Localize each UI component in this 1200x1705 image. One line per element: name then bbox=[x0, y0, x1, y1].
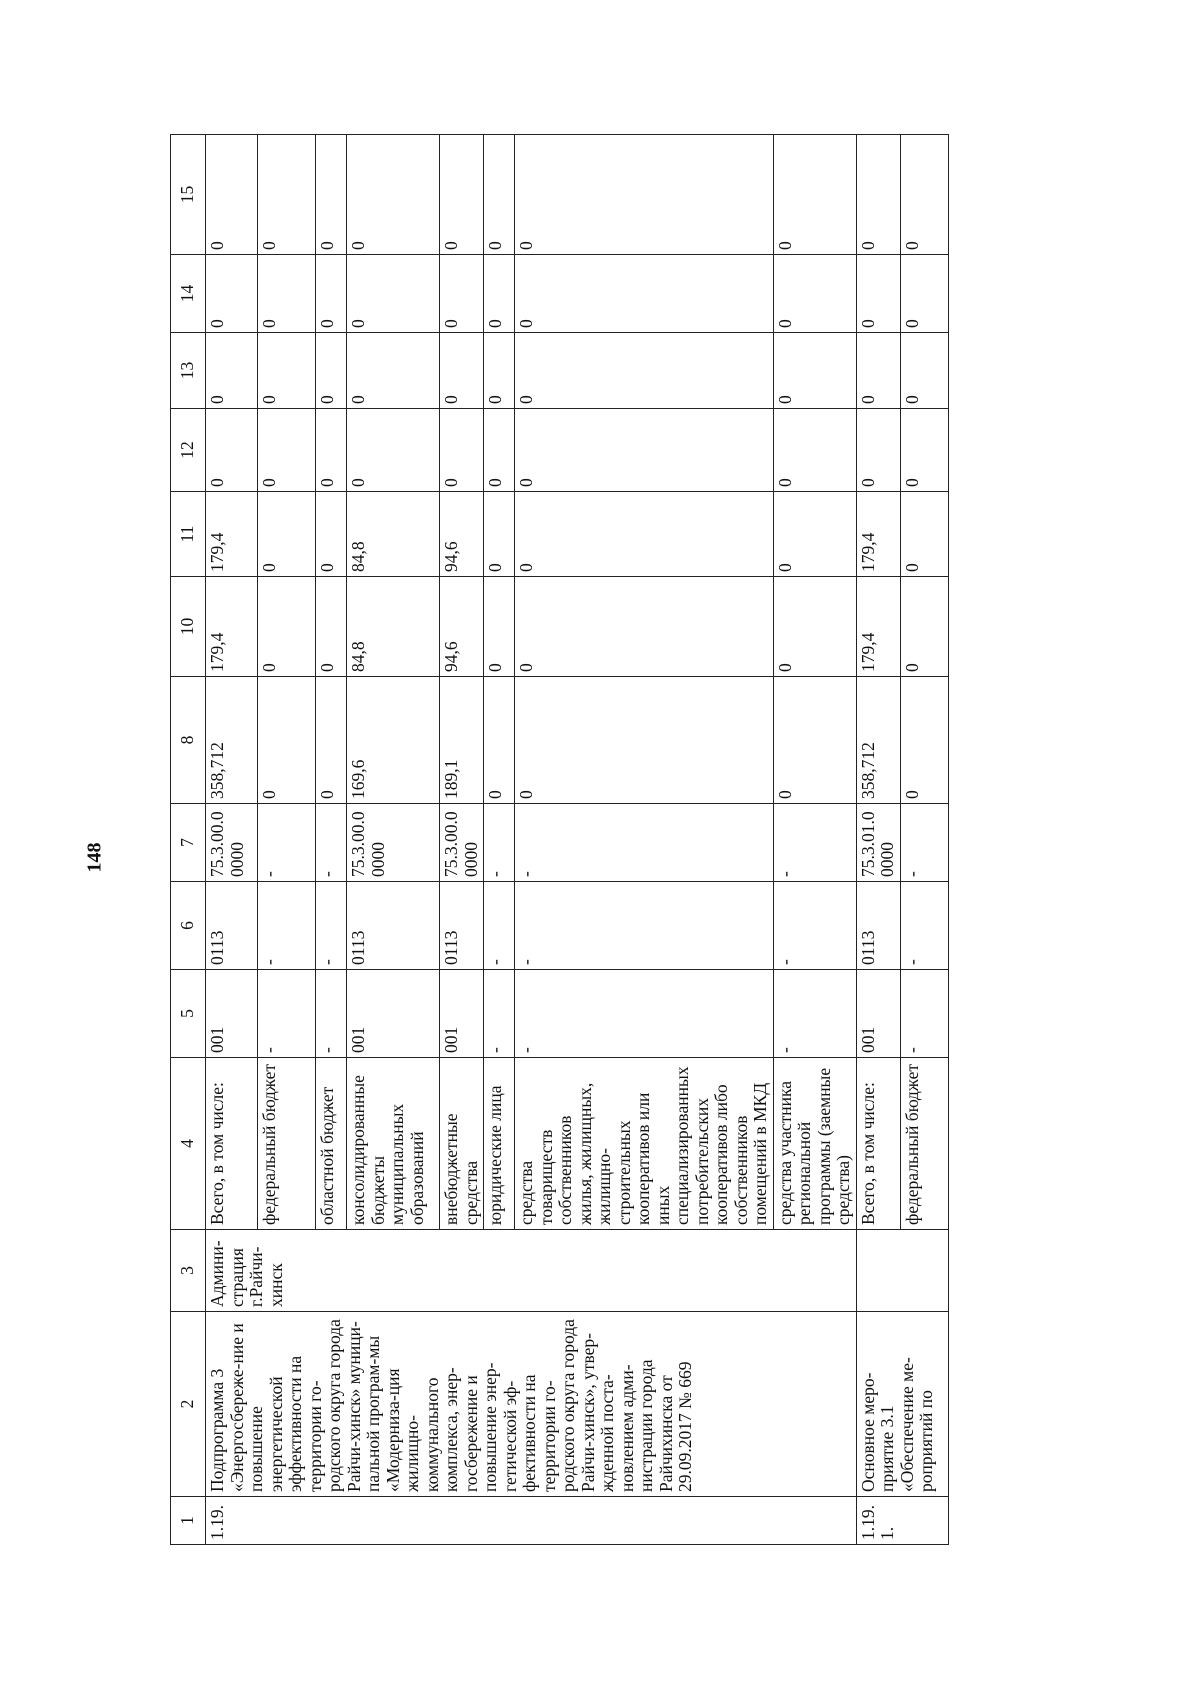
cell-c14: 0 bbox=[206, 255, 258, 333]
cell-c7: 75.3.00.00000 bbox=[206, 804, 258, 882]
cell-c6: 0113 bbox=[206, 882, 258, 970]
row-number: 1.19. bbox=[206, 1497, 857, 1545]
cell-c14: 0 bbox=[900, 255, 948, 333]
cell-c7: - bbox=[515, 804, 774, 882]
cell-c8: 358,712 bbox=[856, 677, 900, 804]
funding-source: юридические лица bbox=[484, 1058, 515, 1230]
cell-c6: - bbox=[900, 882, 948, 970]
cell-c5: - bbox=[484, 970, 515, 1058]
cell-c5: - bbox=[900, 970, 948, 1058]
cell-c8: 0 bbox=[515, 677, 774, 804]
cell-c13: 0 bbox=[900, 333, 948, 409]
column-header: 7 bbox=[171, 804, 206, 882]
table-body bbox=[206, 135, 949, 1545]
cell-c13: 0 bbox=[856, 333, 900, 409]
cell-c13: 0 bbox=[258, 333, 316, 409]
table-row bbox=[856, 135, 900, 1545]
funding-source: федеральный бюджет bbox=[900, 1058, 948, 1230]
row-executor: Админи-страция г.Райчи-хинск bbox=[206, 1230, 857, 1312]
cell-c7: 75.3.01.00000 bbox=[856, 804, 900, 882]
cell-c11: 0 bbox=[258, 492, 316, 577]
cell-c13: 0 bbox=[515, 333, 774, 409]
row-name: Подпрограмма 3 «Энергосбереже-ние и повышение энергетической эффективности на территории го-родского округа города Райчи-хинск» муници-пальной програм-мы «Модерниза-ция жилищно-коммунального комплекса, энер-госбережение и повышение энер-гетической эф-фективности на территории го-родского округа города Райчи-хинск», утвер-жденной поста-новлением адми-нистрации города Райчихинска от 29.09.2017 № 669 bbox=[206, 1312, 857, 1497]
cell-c11: 84,8 bbox=[347, 492, 440, 577]
row-executor bbox=[856, 1230, 948, 1312]
cell-c15: 0 bbox=[900, 135, 948, 255]
column-header: 3 bbox=[171, 1230, 206, 1312]
cell-c6: 0113 bbox=[347, 882, 440, 970]
cell-c14: 0 bbox=[258, 255, 316, 333]
cell-c5: - bbox=[515, 970, 774, 1058]
cell-c14: 0 bbox=[484, 255, 515, 333]
column-header: 10 bbox=[171, 577, 206, 677]
cell-c13: 0 bbox=[316, 333, 347, 409]
column-header: 14 bbox=[171, 255, 206, 333]
cell-c11: 0 bbox=[515, 492, 774, 577]
cell-c12: 0 bbox=[316, 409, 347, 492]
column-header: 4 bbox=[171, 1058, 206, 1230]
row-number: 1.19.1. bbox=[856, 1497, 948, 1545]
cell-c7: - bbox=[900, 804, 948, 882]
cell-c12: 0 bbox=[484, 409, 515, 492]
budget-table bbox=[170, 134, 949, 1545]
cell-c5: - bbox=[773, 970, 856, 1058]
cell-c11: 179,4 bbox=[206, 492, 258, 577]
cell-c12: 0 bbox=[900, 409, 948, 492]
cell-c15: 0 bbox=[258, 135, 316, 255]
cell-c11: 0 bbox=[900, 492, 948, 577]
cell-c7: 75.3.00.00000 bbox=[440, 804, 484, 882]
column-number-row bbox=[171, 135, 206, 1545]
cell-c10: 84,8 bbox=[347, 577, 440, 677]
cell-c5: - bbox=[258, 970, 316, 1058]
cell-c7: - bbox=[316, 804, 347, 882]
cell-c10: 0 bbox=[900, 577, 948, 677]
cell-c15: 0 bbox=[316, 135, 347, 255]
cell-c10: 179,4 bbox=[856, 577, 900, 677]
cell-c8: 0 bbox=[258, 677, 316, 804]
funding-source: средства товариществ собственников жилья, жилищных, жилищно-строительных кооперативов или иных специализированных потребительских кооперативов либо собственников помещений в МКД bbox=[515, 1058, 774, 1230]
cell-c6: 0113 bbox=[856, 882, 900, 970]
cell-c6: - bbox=[515, 882, 774, 970]
cell-c15: 0 bbox=[515, 135, 774, 255]
cell-c5: 001 bbox=[440, 970, 484, 1058]
cell-c8: 0 bbox=[484, 677, 515, 804]
cell-c12: 0 bbox=[258, 409, 316, 492]
cell-c15: 0 bbox=[773, 135, 856, 255]
funding-source: консолидированные бюджеты муниципальных образований bbox=[347, 1058, 440, 1230]
cell-c6: 0113 bbox=[440, 882, 484, 970]
cell-c15: 0 bbox=[856, 135, 900, 255]
cell-c11: 94,6 bbox=[440, 492, 484, 577]
column-header: 1 bbox=[171, 1497, 206, 1545]
cell-c15: 0 bbox=[484, 135, 515, 255]
cell-c12: 0 bbox=[347, 409, 440, 492]
cell-c15: 0 bbox=[206, 135, 258, 255]
cell-c5: 001 bbox=[856, 970, 900, 1058]
column-header: 12 bbox=[171, 409, 206, 492]
cell-c14: 0 bbox=[316, 255, 347, 333]
cell-c6: - bbox=[258, 882, 316, 970]
cell-c10: 0 bbox=[316, 577, 347, 677]
cell-c7: - bbox=[484, 804, 515, 882]
funding-source: федеральный бюджет bbox=[258, 1058, 316, 1230]
cell-c14: 0 bbox=[347, 255, 440, 333]
cell-c13: 0 bbox=[773, 333, 856, 409]
table-row bbox=[206, 135, 258, 1545]
cell-c8: 189,1 bbox=[440, 677, 484, 804]
funding-source: Всего, в том числе: bbox=[856, 1058, 900, 1230]
cell-c13: 0 bbox=[440, 333, 484, 409]
cell-c15: 0 bbox=[347, 135, 440, 255]
cell-c14: 0 bbox=[856, 255, 900, 333]
cell-c8: 169,6 bbox=[347, 677, 440, 804]
funding-source: средства участника региональной программы (заемные средства) bbox=[773, 1058, 856, 1230]
funding-source: Всего, в том числе: bbox=[206, 1058, 258, 1230]
cell-c5: - bbox=[316, 970, 347, 1058]
cell-c8: 0 bbox=[900, 677, 948, 804]
cell-c12: 0 bbox=[856, 409, 900, 492]
cell-c10: 0 bbox=[258, 577, 316, 677]
cell-c6: - bbox=[773, 882, 856, 970]
cell-c7: - bbox=[258, 804, 316, 882]
funding-source: внебюджетные средства bbox=[440, 1058, 484, 1230]
cell-c12: 0 bbox=[206, 409, 258, 492]
cell-c12: 0 bbox=[773, 409, 856, 492]
cell-c14: 0 bbox=[440, 255, 484, 333]
cell-c5: 001 bbox=[206, 970, 258, 1058]
cell-c12: 0 bbox=[440, 409, 484, 492]
column-header: 5 bbox=[171, 970, 206, 1058]
cell-c10: 0 bbox=[515, 577, 774, 677]
cell-c10: 0 bbox=[484, 577, 515, 677]
cell-c5: 001 bbox=[347, 970, 440, 1058]
cell-c10: 179,4 bbox=[206, 577, 258, 677]
cell-c11: 179,4 bbox=[856, 492, 900, 577]
cell-c11: 0 bbox=[773, 492, 856, 577]
rotated-table-wrapper bbox=[170, 135, 960, 1545]
column-header: 6 bbox=[171, 882, 206, 970]
cell-c6: - bbox=[484, 882, 515, 970]
cell-c15: 0 bbox=[440, 135, 484, 255]
cell-c10: 94,6 bbox=[440, 577, 484, 677]
row-name: Основное меро-приятие 3.1 «Обеспечение ме-роприятий по bbox=[856, 1312, 948, 1497]
cell-c14: 0 bbox=[515, 255, 774, 333]
cell-c6: - bbox=[316, 882, 347, 970]
funding-source: областной бюджет bbox=[316, 1058, 347, 1230]
cell-c7: 75.3.00.00000 bbox=[347, 804, 440, 882]
cell-c13: 0 bbox=[206, 333, 258, 409]
cell-c13: 0 bbox=[347, 333, 440, 409]
cell-c8: 0 bbox=[316, 677, 347, 804]
cell-c14: 0 bbox=[773, 255, 856, 333]
cell-c8: 358,712 bbox=[206, 677, 258, 804]
column-header: 11 bbox=[171, 492, 206, 577]
column-header: 8 bbox=[171, 677, 206, 804]
cell-c10: 0 bbox=[773, 577, 856, 677]
cell-c8: 0 bbox=[773, 677, 856, 804]
column-header: 2 bbox=[171, 1312, 206, 1497]
cell-c13: 0 bbox=[484, 333, 515, 409]
cell-c12: 0 bbox=[515, 409, 774, 492]
cell-c11: 0 bbox=[484, 492, 515, 577]
cell-c7: - bbox=[773, 804, 856, 882]
column-header: 15 bbox=[171, 135, 206, 255]
cell-c11: 0 bbox=[316, 492, 347, 577]
column-header: 13 bbox=[171, 333, 206, 409]
page-number: 148 bbox=[83, 842, 106, 873]
